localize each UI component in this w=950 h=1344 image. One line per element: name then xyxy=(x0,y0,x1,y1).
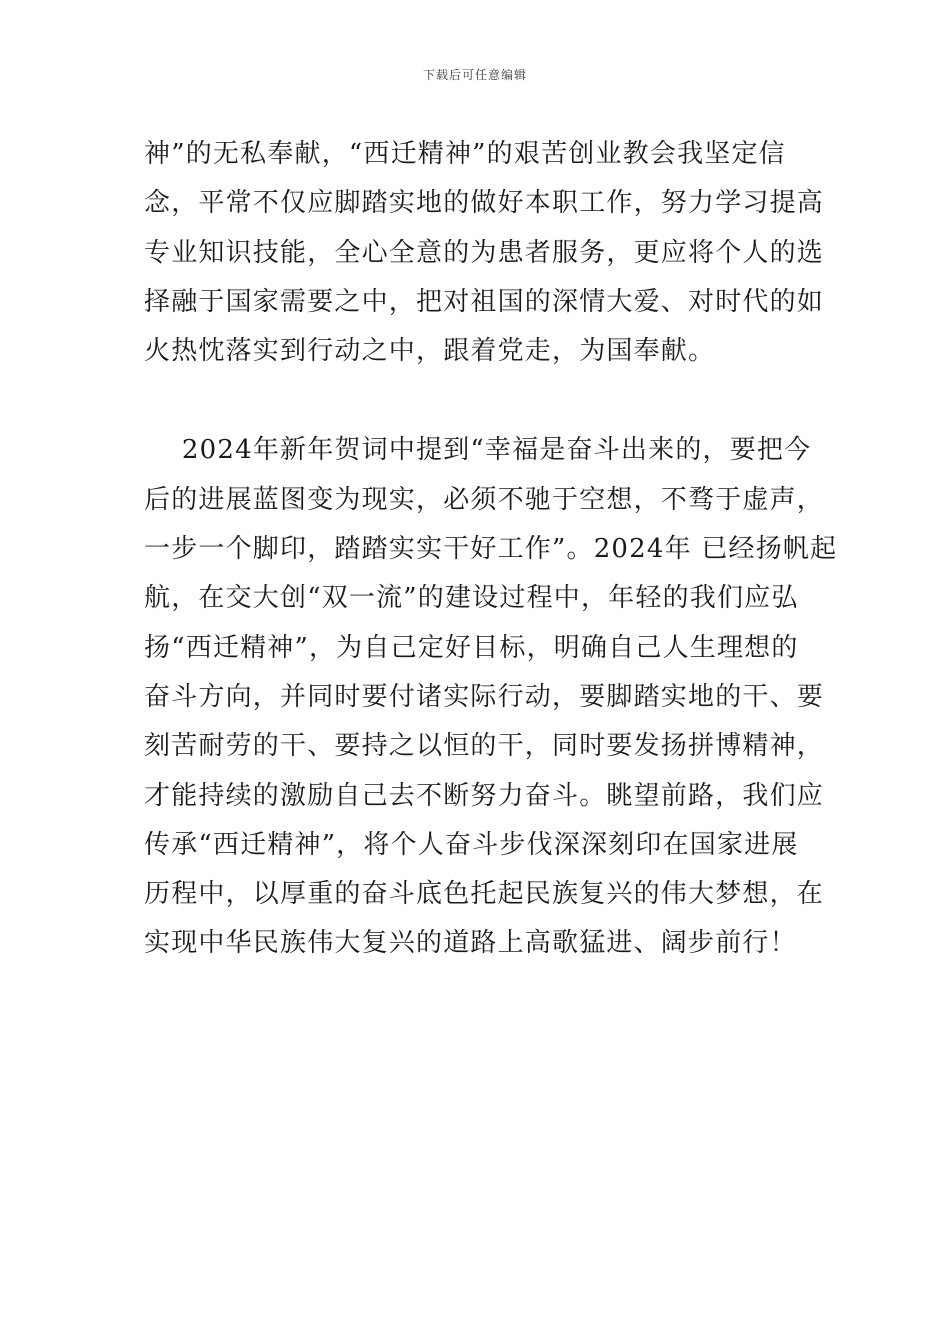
text-line: 扬“西迁精神”，为自己定好目标，明确自己人生理想的 xyxy=(144,632,799,663)
text-line: 刻苦耐劳的干、要持之以恒的干，同时要发扬拼博精神， xyxy=(144,731,825,762)
document-body xyxy=(144,130,838,969)
text-line: 一步一个脚印，踏踏实实干好工作”。2024年 已经扬帆起 xyxy=(144,534,838,565)
paragraph-2 xyxy=(144,426,838,968)
text-line: 神”的无私奉献，“西迁精神”的艰苦创业教会我坚定信 xyxy=(144,139,786,169)
text-line: 2024年新年贺词中提到“幸福是奋斗出来的，要把今 xyxy=(144,435,812,466)
text-line: 航，在交大创“双一流”的建设过程中，年轻的我们应弘 xyxy=(144,583,799,614)
page-header: 下载后可任意编辑 xyxy=(422,68,527,82)
text-line: 才能持续的激励自己去不断努力奋斗。眺望前路，我们应 xyxy=(144,780,825,811)
paragraph-spacer xyxy=(144,376,808,426)
text-line: 火热忱落实到行动之中，跟着党走，为国奉献。 xyxy=(144,336,716,367)
paragraph-1 xyxy=(144,130,825,376)
text-line: 奋斗方向，并同时要付诸实际行动，要脚踏实地的干、要 xyxy=(144,681,825,712)
text-line: 择融于国家需要之中，把对祖国的深情大爱、对时代的如 xyxy=(144,286,825,317)
text-line: 传承“西迁精神”，将个人奋斗步伐深深刻印在国家进展 xyxy=(144,829,799,860)
text-line: 历程中，以厚重的奋斗底色托起民族复兴的伟大梦想，在 xyxy=(144,879,825,910)
text-line: 实现中华民族伟大复兴的道路上高歌猛进、阔步前行！ xyxy=(144,928,797,959)
text-line: 专业知识技能，全心全意的为患者服务，更应将个人的选 xyxy=(144,237,825,268)
text-line: 念，平常不仅应脚踏实地的做好本职工作，努力学习提高 xyxy=(144,188,825,219)
text-line: 后的进展蓝图变为现实，必须不驰于空想，不骛于虚声， xyxy=(144,484,825,515)
